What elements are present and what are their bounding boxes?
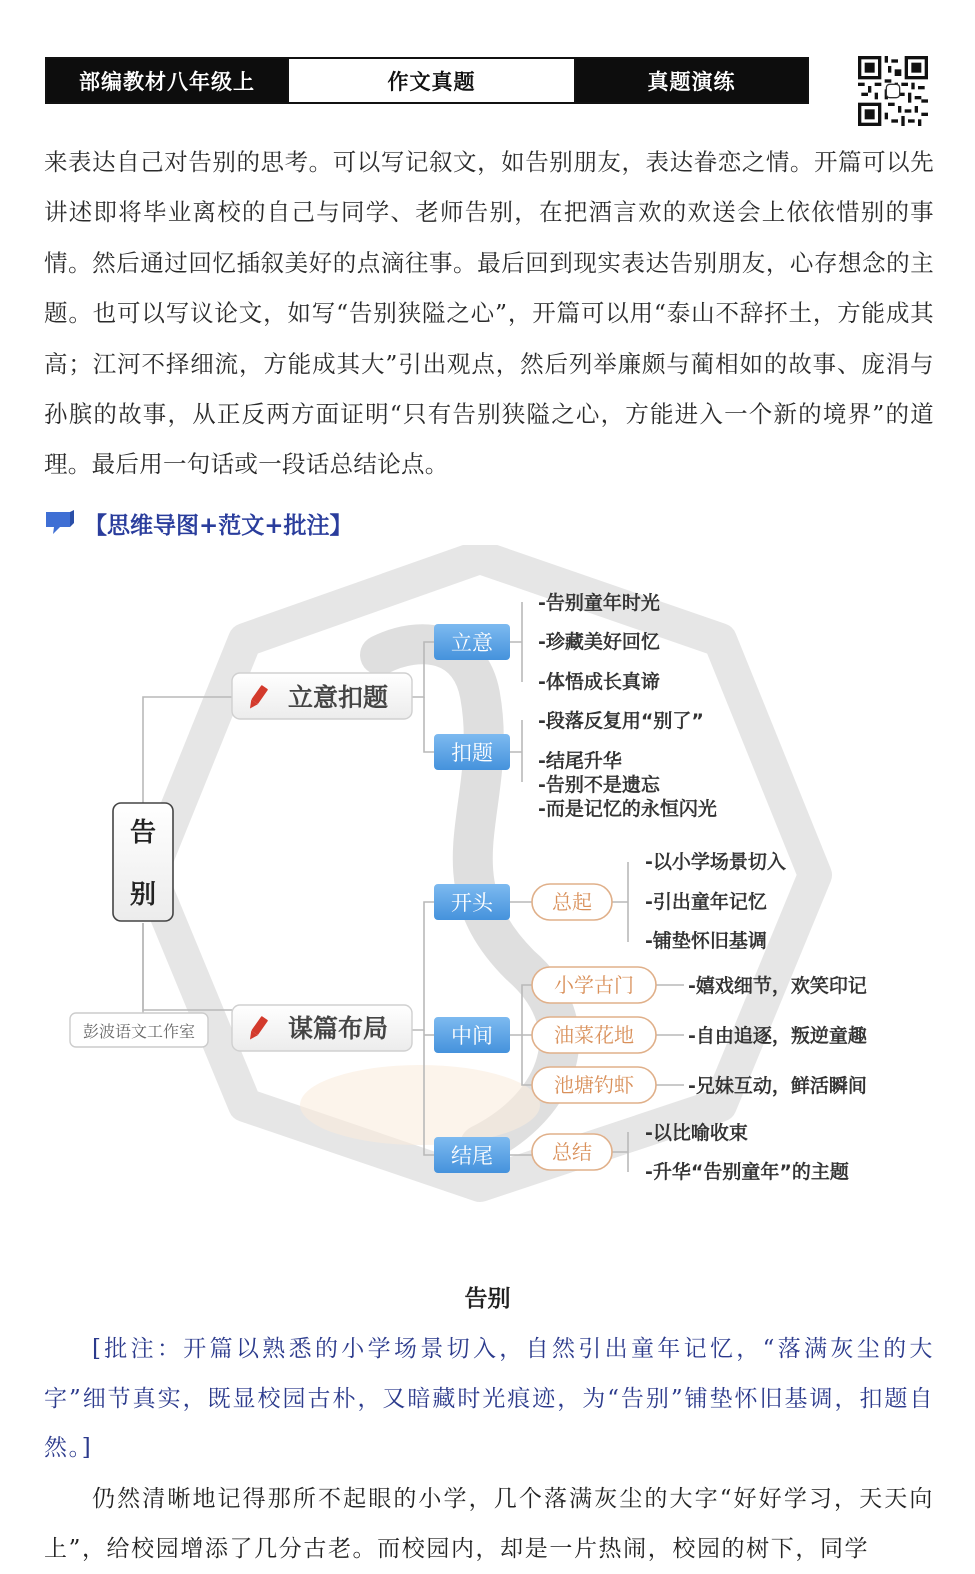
leaf-text: -自由追逐，叛逆童趣 (688, 1025, 867, 1047)
leaf-text: -告别童年时光 (538, 592, 660, 614)
root-char-2: 别 (129, 880, 157, 910)
pill-label: 小学古门 (554, 973, 634, 997)
leaf-text: -以比喻收束 (645, 1122, 748, 1144)
article-title: 告别 (464, 1286, 511, 1312)
header-cell-textbook: 部编教材八年级上 (47, 59, 287, 102)
root-char-1: 告 (129, 818, 157, 848)
article-body: 仍然清晰地记得那所不起眼的小学，几个落满灰尘的大字“好好学习，天天向上”，给校园增添了几分古老。而校园内，却是一片热闹，校园的树下，同学 (44, 1486, 934, 1562)
branch-label-theme: 立意扣题 (287, 683, 389, 712)
leaf-text: -升华“告别童年”的主题 (645, 1161, 849, 1183)
sub-label-middle: 中间 (451, 1024, 493, 1048)
sub-label-liyi: 立意 (451, 631, 493, 655)
sub-label-ending: 结尾 (451, 1144, 493, 1168)
studio-label: 彭波语文工作室 (82, 1022, 196, 1041)
leaf-text: -而是记忆的永恒闪光 (538, 798, 717, 820)
leaf-text: -段落反复用“别了” (538, 710, 704, 732)
sub-label-opening: 开头 (451, 891, 493, 915)
section-heading-text: 【思维导图+范文+批注】 (84, 512, 353, 539)
section-heading (44, 503, 353, 543)
leaf-text: -嬉戏细节，欢笑印记 (688, 975, 867, 997)
leaf-text: -以小学场景切入 (645, 851, 786, 873)
leaf-text: -兄妹互动，鲜活瞬间 (688, 1075, 867, 1097)
speech-flag-icon (44, 509, 76, 537)
article-annotation: [批注：开篇以熟悉的小学场景切入，自然引出童年记忆，“落满灰尘的大字”细节真实，既显校园古朴，又暗藏时光痕迹，为“告别”铺垫怀旧基调，扣题自然。] (44, 1336, 934, 1461)
leaf-text: -告别不是遗忘 (538, 774, 660, 796)
intro-paragraph: 来表达自己对告别的思考。可以写记叙文，如告别朋友，表达眷恋之情。开篇可以先讲述即将毕业离校的自己与同学、老师告别，在把酒言欢的欢送会上依依惜别的事情。然后通过回忆插叙美好的点滴往事。最后回到现实表达告别朋友，心存想念的主题。也可以写议论文，如写“告别狭隘之心”，开篇可以用“泰山不辞抔土，方能成其高；江河不择细流，方能成其大”引出观点，然后列举廉颇与蔺相如的故事、庞涓与孙膑的故事，从正反两方面证明“只有告别狭隘之心，方能进入一个新的境界”的道理。最后用一句话或一段话总结论点。 (44, 148, 934, 479)
header-cell-practice: 真题演练 (576, 59, 807, 102)
leaf-text: -铺垫怀旧基调 (645, 930, 767, 952)
header-cell-topic: 作文真题 (287, 59, 576, 102)
pill-label: 油菜花地 (554, 1023, 634, 1047)
pill-label: 总结 (552, 1140, 592, 1164)
leaf-text: -引出童年记忆 (645, 891, 767, 913)
header-bar (45, 57, 809, 104)
leaf-text: -珍藏美好回忆 (538, 631, 660, 653)
pill-label: 池塘钓虾 (554, 1073, 634, 1097)
leaf-text: -结尾升华 (538, 750, 622, 772)
mind-map (0, 545, 975, 1235)
branch-label-structure: 谋篇布局 (287, 1014, 389, 1043)
qr-code-icon (858, 56, 928, 126)
pill-label: 总起 (552, 890, 592, 914)
sub-label-kouti: 扣题 (451, 741, 493, 765)
leaf-text: -体悟成长真谛 (538, 671, 660, 693)
